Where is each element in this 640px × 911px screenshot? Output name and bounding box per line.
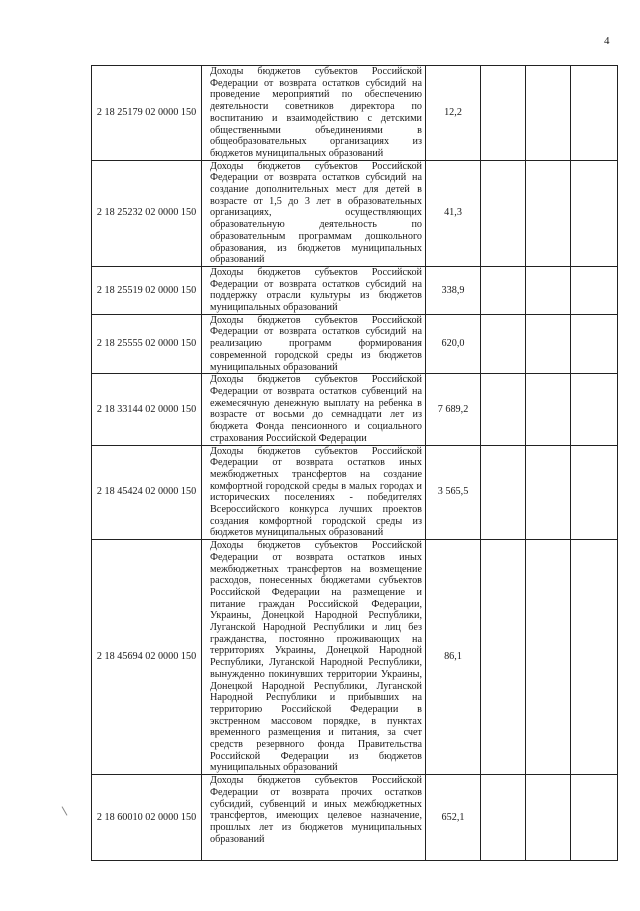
revenue-table	[91, 65, 618, 861]
table-row	[92, 374, 618, 445]
empty-cell	[571, 266, 618, 314]
description-cell: Доходы бюджетов субъектов Российской Федерации от возврата прочих остатков субсидий, субвенций и иных межбюджетных трансфертов, имеющих целевое назначение, прошлых лет из бюджетов муниципальных образований	[202, 775, 426, 861]
amount-cell: 7 689,2	[426, 374, 481, 445]
amount-cell: 41,3	[426, 160, 481, 266]
empty-cell	[526, 314, 571, 374]
amount-cell: 620,0	[426, 314, 481, 374]
budget-code-cell: 2 18 45424 02 0000 150	[92, 445, 202, 540]
amount-cell: 338,9	[426, 266, 481, 314]
table-row	[92, 540, 618, 775]
empty-cell	[571, 775, 618, 861]
empty-cell	[481, 374, 526, 445]
budget-code-cell: 2 18 45694 02 0000 150	[92, 540, 202, 775]
budget-code-cell: 2 18 33144 02 0000 150	[92, 374, 202, 445]
empty-cell	[481, 540, 526, 775]
description-cell: Доходы бюджетов субъектов Российской Федерации от возврата остатков субсидий на поддержку отрасли культуры из бюджетов муниципальных образований	[202, 266, 426, 314]
empty-cell	[481, 266, 526, 314]
budget-code-cell: 2 18 60010 02 0000 150	[92, 775, 202, 861]
table-row	[92, 445, 618, 540]
empty-cell	[571, 374, 618, 445]
amount-cell: 12,2	[426, 66, 481, 161]
empty-cell	[526, 266, 571, 314]
empty-cell	[481, 66, 526, 161]
empty-cell	[526, 775, 571, 861]
empty-cell	[571, 160, 618, 266]
budget-code-cell: 2 18 25179 02 0000 150	[92, 66, 202, 161]
table-row	[92, 775, 618, 861]
budget-code-cell: 2 18 25555 02 0000 150	[92, 314, 202, 374]
page-number: 4	[604, 35, 610, 47]
empty-cell	[481, 160, 526, 266]
budget-code-cell: 2 18 25519 02 0000 150	[92, 266, 202, 314]
description-cell: Доходы бюджетов субъектов Российской Федерации от возврата остатков иных межбюджетных трансфертов на возмещение расходов, понесенных бюджетами субъектов Российской Федерации на размещение и питание граждан Российской Федерации, Украины, Донецкой Народной Республики, Луганской Народной Республики и лиц без гражданства, постоянно проживающих на территориях Украины, Донецкой Народной Республики, Луганской Народной Республики, вынужденно покинувших территории Украины, Донецкой Народной Республики, Луганской Народной Республики и прибывших на территорию Российской Федерации в экстренном массовом порядке, в пунктах временного размещения и питания, за счет средств резервного фонда Правительства Российской Федерации из бюджетов муниципальных образований	[202, 540, 426, 775]
amount-cell: 86,1	[426, 540, 481, 775]
table-row	[92, 160, 618, 266]
empty-cell	[481, 775, 526, 861]
table-row	[92, 266, 618, 314]
empty-cell	[526, 540, 571, 775]
budget-code-cell: 2 18 25232 02 0000 150	[92, 160, 202, 266]
description-cell: Доходы бюджетов субъектов Российской Федерации от возврата остатков субсидий на реализацию программ формирования современной городской среды из бюджетов муниципальных образований	[202, 314, 426, 374]
empty-cell	[481, 445, 526, 540]
table-row	[92, 66, 618, 161]
empty-cell	[526, 160, 571, 266]
description-cell: Доходы бюджетов субъектов Российской Федерации от возврата остатков субсидий на проведение мероприятий по обеспечению деятельности советников директора по воспитанию и взаимодействию с детскими общественными объединениями в общеобразовательных организациях из бюджетов муниципальных образований	[202, 66, 426, 161]
empty-cell	[481, 314, 526, 374]
empty-cell	[571, 445, 618, 540]
description-cell: Доходы бюджетов субъектов Российской Федерации от возврата остатков иных межбюджетных трансфертов на создание комфортной городской среды в малых городах и исторических поселениях - победителях Всероссийского конкурса лучших проектов создания комфортной городской среды из бюджетов муниципальных образований	[202, 445, 426, 540]
amount-cell: 652,1	[426, 775, 481, 861]
empty-cell	[526, 445, 571, 540]
revenue-table-body	[92, 66, 618, 861]
table-row	[92, 314, 618, 374]
description-cell: Доходы бюджетов субъектов Российской Федерации от возврата остатков субсидий на создание дополнительных мест для детей в возрасте от 1,5 до 3 лет в образовательных организациях, осуществляющих образовательную деятельность по образовательным программам дошкольного образования, из бюджетов муниципальных образований	[202, 160, 426, 266]
empty-cell	[526, 66, 571, 161]
amount-cell: 3 565,5	[426, 445, 481, 540]
empty-cell	[571, 540, 618, 775]
empty-cell	[571, 314, 618, 374]
description-cell: Доходы бюджетов субъектов Российской Федерации от возврата остатков субвенций на ежемесячную денежную выплату на ребенка в возрасте от восьми до семнадцати лет из бюджета Фонда пенсионного и социального страхования Российской Федерации	[202, 374, 426, 445]
empty-cell	[571, 66, 618, 161]
empty-cell	[526, 374, 571, 445]
margin-pen-mark	[62, 806, 68, 815]
